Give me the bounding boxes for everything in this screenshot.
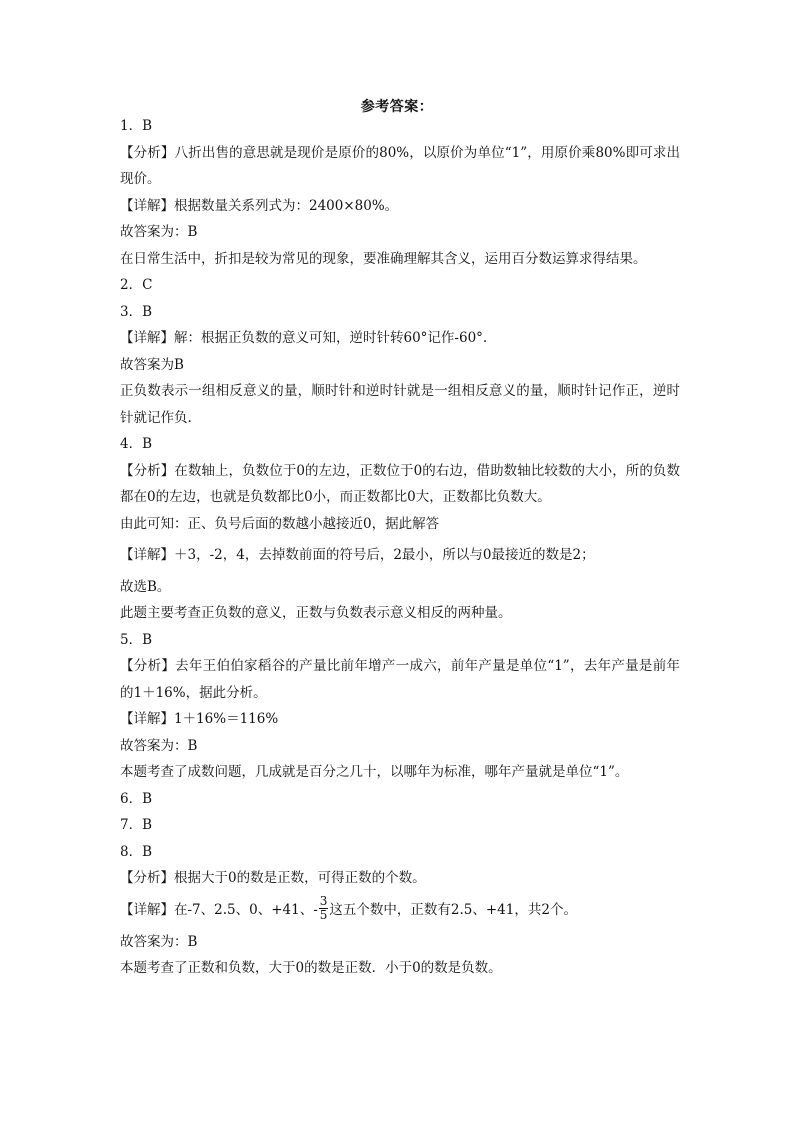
answer-4-detail: 【详解】＋3，-2，4，去掉数前面的符号后，2最小，所以与0最接近的数是2； [120,547,595,563]
answer-2-number: 2．C [120,277,153,293]
answer-4-analysis: 【分析】在数轴上，负数位于0的左边，正数位于0的右边，借助数轴比较数的大小，所的负数都在0的左边，也就是负数都比0小，而正数都比0大，正数都比负数大。 [120,462,680,505]
answer-8-comment: 本题考查了正数和负数，大于0的数是正数．小于0的数是负数。 [120,960,502,976]
answer-3-conclusion: 故答案为B [120,356,184,373]
answer-4-conclusion: 故选B。 [120,578,171,595]
answer-5-comment: 本题考查了成数问题，几成就是百分之几十，以哪年为标准，哪年产量就是单位“1”。 [120,764,629,780]
answer-1-conclusion: 故答案为：B [120,224,198,240]
answer-1-detail: 【详解】根据数量关系列式为：2400×80%。 [120,197,399,214]
answer-8-conclusion: 故答案为：B [120,933,198,950]
answer-3-number: 3．B [120,303,153,320]
answer-6-number: 6．B [120,790,153,807]
answer-8-number: 8．B [120,843,153,860]
answer-3-comment: 正负数表示一组相反意义的量，顺时针和逆时针就是一组相反意义的量，顺时针记作正，逆时针就记作负. [120,383,680,426]
answer-8-detail-start: 【详解】在-7、2.5、0、+41、- [120,901,318,918]
answer-8-detail [120,893,680,924]
answer-1-number: 1．B [120,118,153,134]
answer-5-detail: 【详解】1＋16%＝116% [120,711,279,727]
fraction-numerator: 3 [319,893,328,908]
answer-1-comment: 在日常生活中，折扣是较为常见的现象，要准确理解其含义，运用百分数运算求得结果。 [120,250,647,267]
answer-3-detail: 【详解】解：根据正负数的意义可知，逆时针转60°记作-60°. [120,330,488,346]
answer-5-number: 5．B [120,631,153,648]
answer-5-analysis: 【分析】去年王伯伯家稻谷的产量比前年增产一成六，前年产量是单位“1”，去年产量是前年的1＋16%，据此分析。 [120,658,680,701]
answer-5-conclusion: 故答案为：B [120,737,198,754]
answer-4-number: 4．B [120,436,153,452]
answer-7-number: 7．B [120,817,153,833]
answer-8-detail-end: 这五个数中，正数有2.5、+41，共2个。 [329,901,577,918]
answer-1-analysis: 【分析】八折出售的意思就是现价是原价的80%，以原价为单位“1”，用原价乘80%即可求出现价。 [120,144,680,187]
answer-8-analysis: 【分析】根据大于0的数是正数，可得正数的个数。 [120,870,426,886]
answer-4-inference: 由此可知：正、负号后面的数越小越接近0，据此解答 [120,515,440,532]
answer-4-comment: 此题主要考查正负数的意义，正数与负数表示意义相反的两种量。 [120,605,512,621]
page-title: 参考答案： [360,99,434,115]
fraction [319,895,329,922]
fraction-denominator: 5 [319,907,328,922]
answer-content [120,113,680,982]
